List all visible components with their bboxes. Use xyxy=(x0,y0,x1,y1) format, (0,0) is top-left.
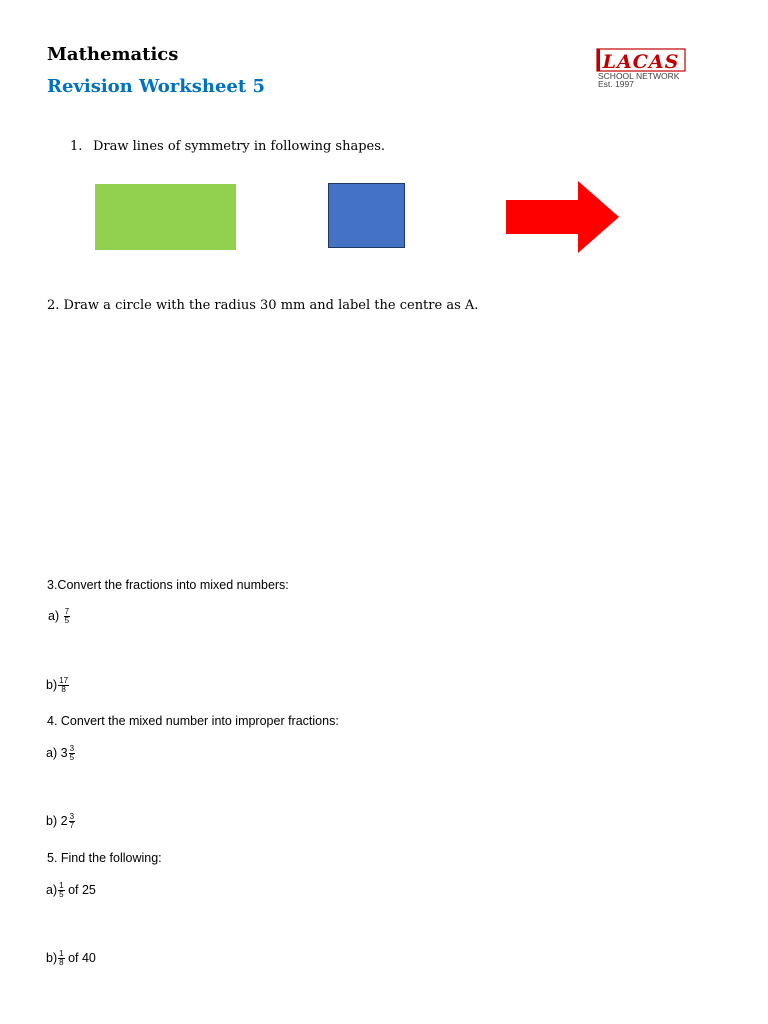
question-5a xyxy=(46,882,96,899)
svg-text:SCHOOL NETWORK: SCHOOL NETWORK xyxy=(598,71,680,81)
question-4a xyxy=(46,745,75,762)
fraction: $\frac{17}{8}$ xyxy=(59,676,69,694)
red-arrow-shape xyxy=(506,181,619,253)
question-3b xyxy=(46,677,69,694)
fraction: $\frac{7}{5}$ xyxy=(64,607,70,625)
item-label: b) xyxy=(46,677,58,692)
item-label: b) xyxy=(46,950,58,965)
fraction: $\frac{3}{5}$ xyxy=(69,744,75,762)
subject-heading: Mathematics xyxy=(47,44,179,65)
item-label: a) xyxy=(46,745,58,760)
green-rectangle-shape xyxy=(95,184,236,250)
question-3a xyxy=(48,608,70,625)
fraction: $\frac{1}{8}$ xyxy=(59,949,64,967)
question-1 xyxy=(70,139,385,154)
question-1-text: Draw lines of symmetry in following shapes. xyxy=(93,139,386,154)
fraction-suffix: of 25 xyxy=(68,882,96,897)
fraction-suffix: of 40 xyxy=(68,950,96,965)
fraction: $\frac{3}{7}$ xyxy=(69,812,75,830)
fraction: $\frac{1}{5}$ xyxy=(59,881,64,899)
question-5b xyxy=(46,950,96,967)
item-label: a) xyxy=(48,608,60,623)
question-1-number: 1. xyxy=(70,139,83,154)
whole-number: 3 xyxy=(60,745,68,760)
svg-text:LACAS: LACAS xyxy=(602,51,680,73)
svg-text:Est. 1997: Est. 1997 xyxy=(598,79,634,89)
worksheet-title: Revision Worksheet 5 xyxy=(47,76,265,97)
item-label: b) xyxy=(46,813,58,828)
question-4: 4. Convert the mixed number into improper fractions: xyxy=(47,714,339,728)
question-2: 2. Draw a circle with the radius 30 mm and label the centre as A. xyxy=(47,298,479,313)
lacas-logo-mark xyxy=(594,47,688,89)
school-logo xyxy=(594,47,688,89)
blue-square-shape xyxy=(328,183,405,248)
question-4b xyxy=(46,813,75,830)
item-label: a) xyxy=(46,882,58,897)
whole-number: 2 xyxy=(60,813,68,828)
question-5: 5. Find the following: xyxy=(47,851,162,865)
question-3: 3.Convert the fractions into mixed numbers: xyxy=(47,578,289,592)
